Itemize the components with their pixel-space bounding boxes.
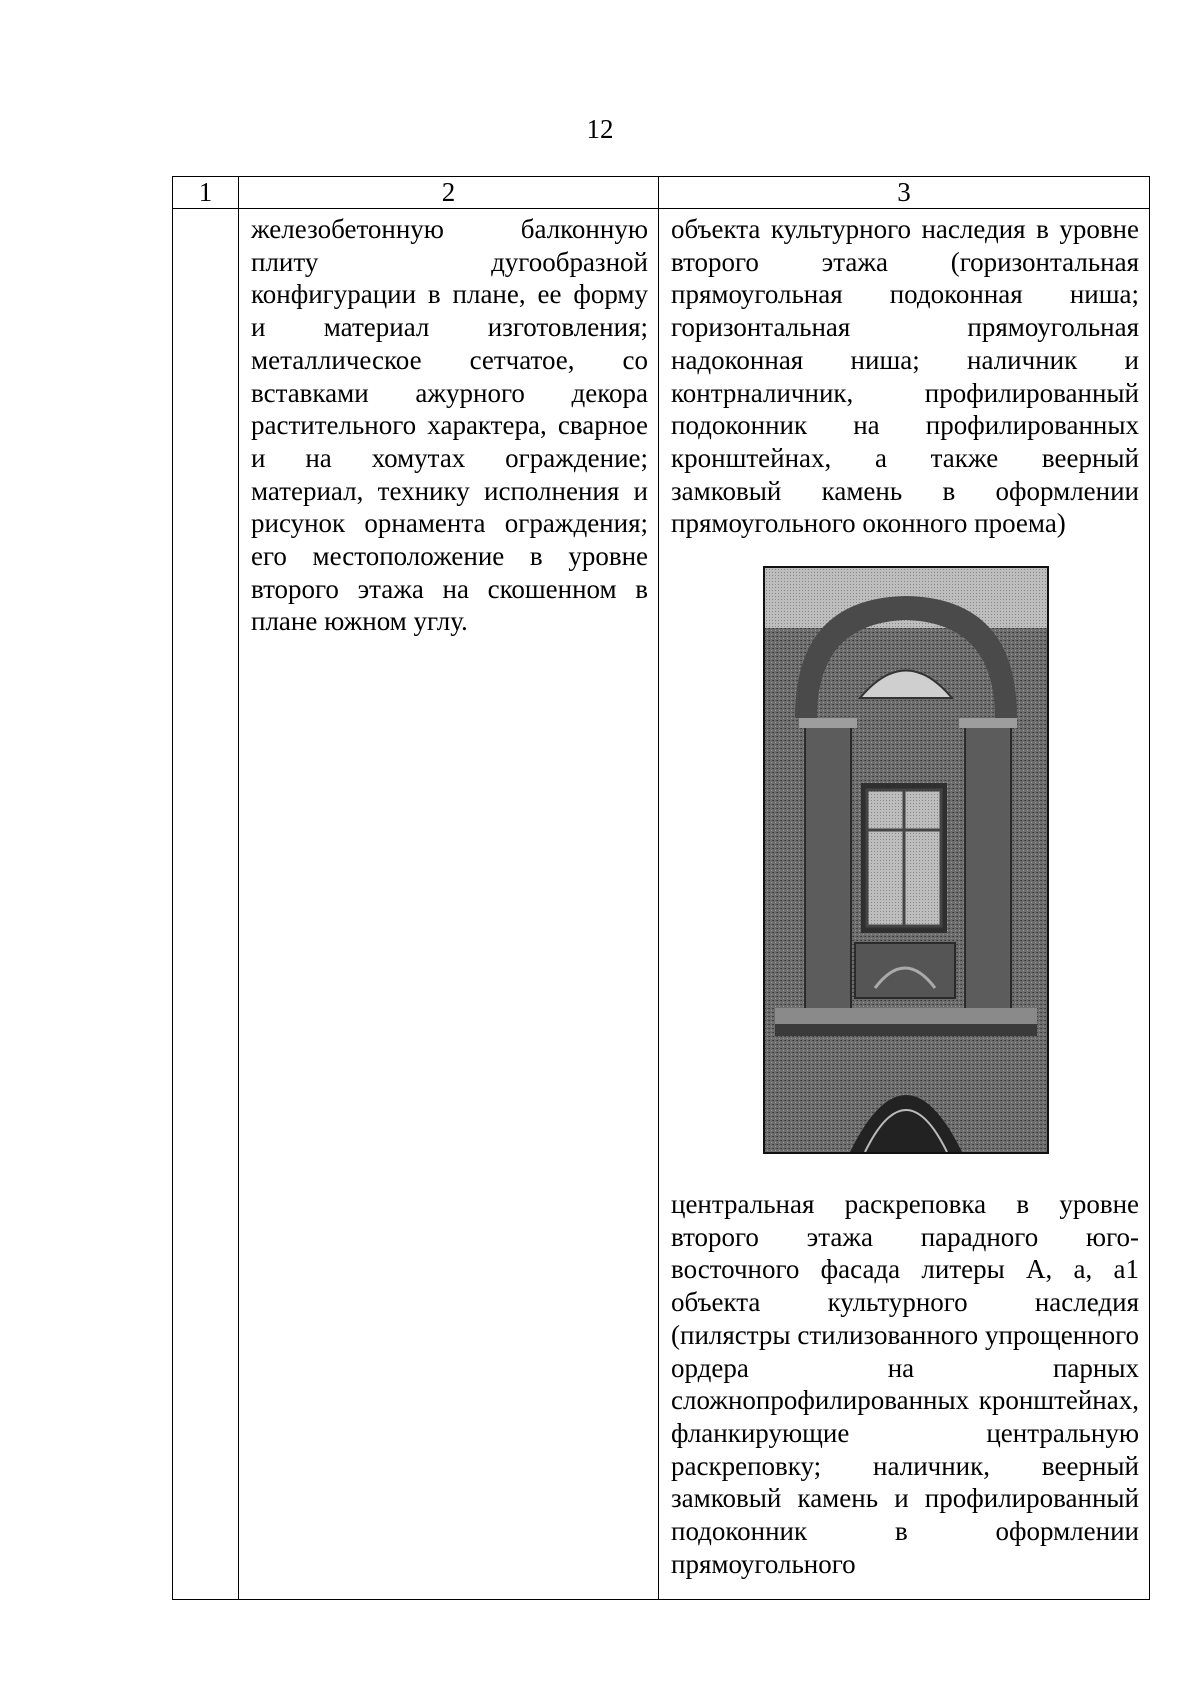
facade-photo (763, 566, 1049, 1154)
cell-col1 (173, 209, 239, 1600)
cell-col3 (659, 209, 1150, 1600)
page-number: 12 (586, 114, 614, 144)
column-header-2: 2 (239, 177, 659, 209)
col3-description-2: центральная раскреповка в уровне второго этажа парадного юго-восточного фасада литеры А, а, а1 объекта культурного наследия (пилястры стилизованного упрощенного ордера на парных сложнопрофилированных кронштейнах, фланкирующие центральную раскреповку; наличник, веерный замковый камень и профилированный подоконник в оформлении прямоугольного (671, 1189, 1139, 1579)
table-row (173, 209, 1150, 1600)
col3-description-1: объекта культурного наследия в уровне второго этажа (горизонтальная прямоугольная подоконная ниша; горизонтальная прямоугольная надоконная ниша; наличник и контрналичник, профилированный подоконник на профилированных кронштейнах, а также веерный замковый камень в оформлении прямоугольного оконного проема) (671, 214, 1139, 539)
heritage-table (172, 176, 1150, 1600)
facade-photo-drawing (765, 568, 1047, 1152)
col2-description: железобетонную балконную плиту дугообразной конфигурации в плане, ее форму и материал изготовления; металлическое сетчатое, со вставками ажурного декора растительного характера, сварное и на хомутах ограждение; материал, технику исполнения и рисунок орнамента ограждения; его местоположение в уровне второго этажа на скошенном в плане южном углу. (251, 214, 648, 637)
cell-col2 (239, 209, 659, 1600)
column-header-3: 3 (659, 177, 1150, 209)
column-header-1: 1 (173, 177, 239, 209)
table-header-row (173, 177, 1150, 209)
